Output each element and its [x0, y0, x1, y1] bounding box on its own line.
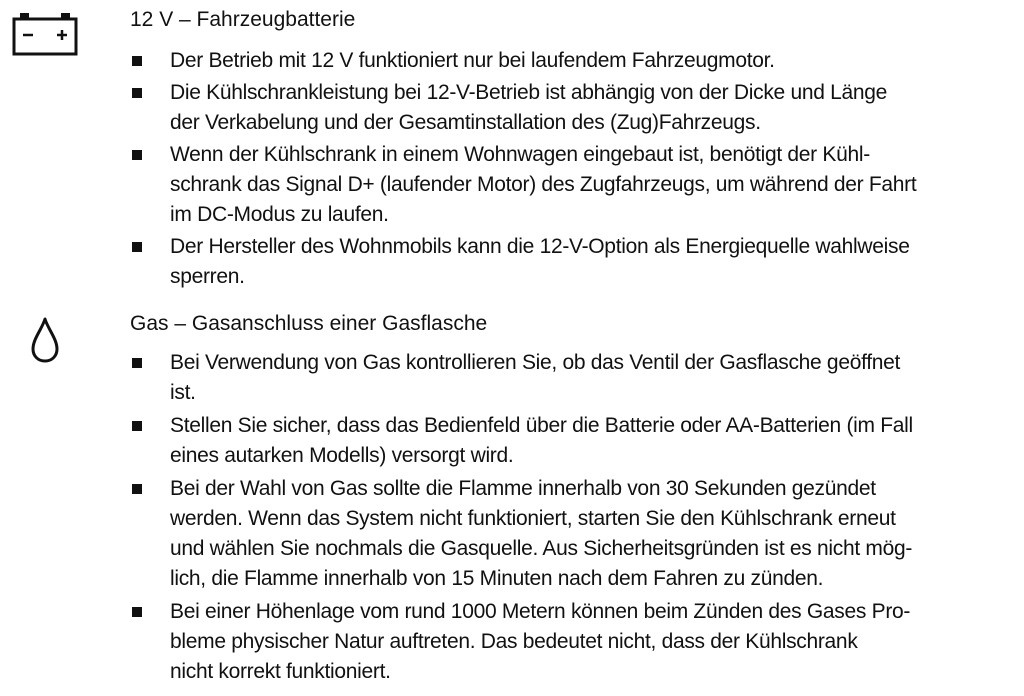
bullet-marker — [132, 56, 142, 66]
bullet-text: Wenn der Kühlschrank in einem Wohnwagen eingebaut ist, benötigt der Kühl- schrank das Signal D+ (laufender Motor) des Zugfahrzeugs, um während der Fahrt im DC-Modus zu laufen. — [170, 143, 917, 226]
list-item — [0, 411, 1024, 471]
bullet-text: Bei Verwendung von Gas kontrollieren Sie, ob das Ventil der Gasflasche geöffnet ist. — [170, 351, 901, 404]
list-item — [0, 46, 1024, 76]
list-item — [0, 78, 1024, 138]
bullet-marker — [132, 358, 142, 368]
bullet-text: Bei der Wahl von Gas sollte die Flamme innerhalb von 30 Sekunden gezündet werden. Wenn das System nicht funktioniert, starten Sie den Kühlschrank erneut und wählen Sie nochmals die Gasquelle. Aus Sicherheitsgründen ist es nicht mög- lich, die Flamme innerhalb von 15 Minuten nach dem Fahren zu zünden. — [170, 477, 913, 590]
list-item — [0, 140, 1024, 230]
bullet-text: Der Hersteller des Wohnmobils kann die 12-V-Option als Energiequelle wahlweise sperren. — [170, 235, 910, 288]
bullet-marker — [132, 88, 142, 98]
list-item — [0, 348, 1024, 408]
bullet-text: Stellen Sie sicher, dass das Bedienfeld über die Batterie oder AA-Batterien (im Fall eines autarken Modells) versorgt wird. — [170, 414, 913, 467]
bullet-list — [0, 348, 1024, 687]
section-title: Gas – Gasanschluss einer Gasflasche — [130, 312, 488, 335]
list-item — [0, 474, 1024, 594]
bullet-marker — [132, 484, 142, 494]
bullet-list — [0, 46, 1024, 292]
bullet-marker — [132, 242, 142, 252]
bullet-text: Die Kühlschrankleistung bei 12-V-Betrieb ist abhängig von der Dicke und Länge der Verkabelung und der Gesamtinstallation des (Zug)Fahrzeugs. — [170, 81, 888, 134]
bullet-marker — [132, 150, 142, 160]
bullet-marker — [132, 607, 142, 617]
bullet-text: Der Betrieb mit 12 V funktioniert nur bei laufendem Fahrzeugmotor. — [170, 49, 775, 72]
bullet-marker — [132, 421, 142, 431]
bullet-text: Bei einer Höhenlage vom rund 1000 Metern können beim Zünden des Gases Pro- bleme physischer Natur auftreten. Das bedeutet nicht, dass der Kühlschrank nicht korrekt funktioniert. — [170, 600, 911, 683]
list-item — [0, 597, 1024, 687]
list-item — [0, 232, 1024, 292]
section-title: 12 V – Fahrzeugbatterie — [130, 8, 356, 31]
